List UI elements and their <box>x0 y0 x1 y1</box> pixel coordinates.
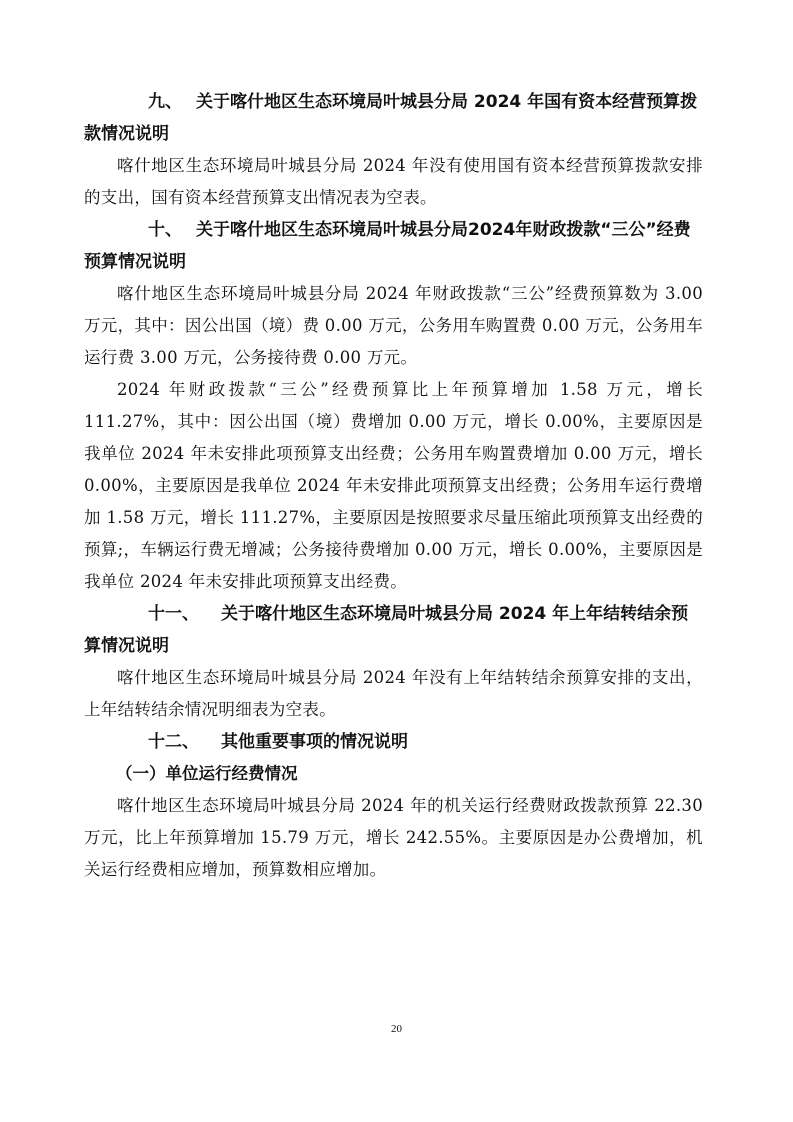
section-10-number: 十、 <box>148 220 182 240</box>
section-10-title: 关于喀什地区生态环境局叶城县分局2024年财政拨款“三公”经费预算情况说明 <box>84 220 691 272</box>
section-12-body: 喀什地区生态环境局叶城县分局 2024 年的机关运行经费财政拨款预算 22.30 万元，比上年预算增加 15.79 万元，增长 242.55%。主要原因是办公费增加，机关运行经费相应增加，预算数相应增加。 <box>84 796 703 879</box>
section-12-title: 其他重要事项的情况说明 <box>221 732 408 752</box>
section-9-body: 喀什地区生态环境局叶城县分局 2024 年没有使用国有资本经营预算拨款安排的支出，国有资本经营预算支出情况表为空表。 <box>84 156 703 207</box>
section-12-subheading-1: （一）单位运行经费情况 <box>116 764 298 783</box>
section-10-heading <box>84 214 703 278</box>
page-number: 20 <box>391 1023 402 1035</box>
section-10-body-2: 2024 年财政拨款“三公”经费预算比上年预算增加 1.58 万元，增长 111.27%，其中：因公出国（境）费增加 0.00 万元，增长 0.00%，主要原因是我单位 2024 年未安排此项预算支出经费；公务用车购置费增加 0.00 万元，增长 0.00%，主要原因是我单位 2024 年未安排此项预算支出经费；公务用车运行费增加 1.58 万元，增长 111.27%，主要原因是按照要求尽量压缩此项预算支出经费的预算;，车辆运行费无增减；公务接待费增加 0.00 万元，增长 0.00%，主要原因是我单位 2024 年未安排此项预算支出经费。 <box>84 380 703 591</box>
section-10-body-1: 喀什地区生态环境局叶城县分局 2024 年财政拨款“三公”经费预算数为 3.00 万元，其中：因公出国（境）费 0.00 万元，公务用车购置费 0.00 万元，公务用车运行费 3.00 万元，公务接待费 0.00 万元。 <box>84 284 703 367</box>
section-9-title: 关于喀什地区生态环境局叶城县分局 2024 年国有资本经营预算拨款情况说明 <box>84 92 698 144</box>
section-12-heading <box>84 726 703 758</box>
page-content <box>84 86 703 886</box>
section-11-title: 关于喀什地区生态环境局叶城县分局 2024 年上年结转结余预算情况说明 <box>84 604 689 656</box>
section-9-number: 九、 <box>148 92 182 112</box>
section-12-number: 十二、 <box>148 732 199 752</box>
section-9-heading <box>84 86 703 150</box>
section-11-heading <box>84 598 703 662</box>
section-11-number: 十一、 <box>148 604 199 624</box>
section-11-body: 喀什地区生态环境局叶城县分局 2024 年没有上年结转结余预算安排的支出，上年结转结余情况明细表为空表。 <box>84 668 703 719</box>
